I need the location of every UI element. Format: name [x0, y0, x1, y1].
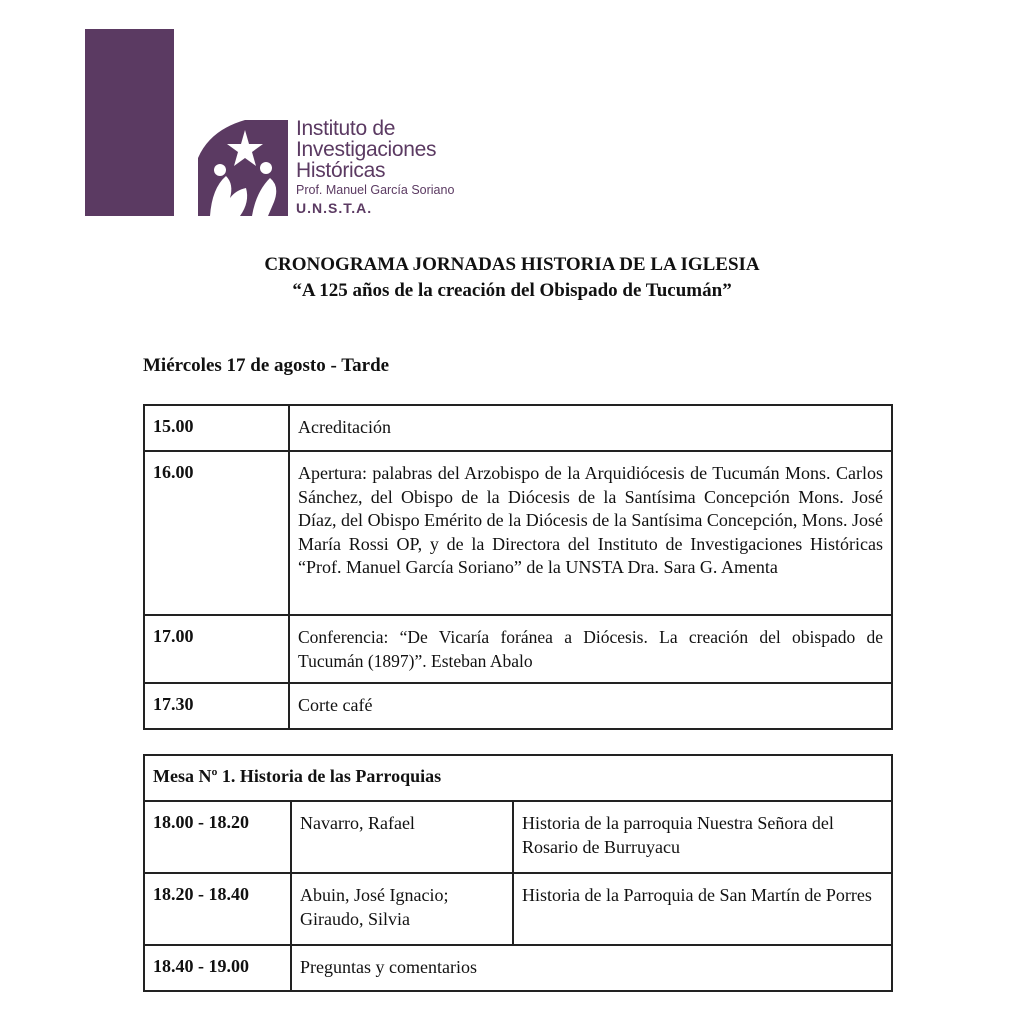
table-header-row — [144, 755, 892, 801]
table-row — [144, 801, 892, 873]
brand-bar — [85, 29, 174, 216]
time-cell: 15.00 — [144, 405, 289, 451]
logo-line-1: Instituto de — [296, 117, 396, 140]
time-cell: 18.40 - 19.00 — [144, 945, 291, 991]
topic-cell: Historia de la parroquia Nuestra Señora del Rosario de Burruyacu — [513, 801, 892, 873]
logo-line-2: Investigaciones — [296, 138, 437, 161]
schedule-table — [143, 404, 893, 730]
activity-cell: Apertura: palabras del Arzobispo de la Arquidiócesis de Tucumán Mons. Carlos Sánchez, del Obispo de la Diócesis de la Santísima Concepción Mons. José Díaz, del Obispo Emérito de la Diócesis de la Santísima Concepción, Mons. José María Rossi OP, y de la Directora del Instituto de Investigaciones Históricas “Prof. Manuel García Soriano” de la UNSTA Dra. Sara G. Amenta — [289, 451, 892, 615]
logo-institution: U.N.S.T.A. — [296, 200, 373, 216]
mesa-table — [143, 754, 893, 992]
topic-cell: Historia de la Parroquia de San Martín de Porres — [513, 873, 892, 945]
time-cell: 18.20 - 18.40 — [144, 873, 291, 945]
mesa-title: Mesa Nº 1. Historia de las Parroquias — [144, 755, 892, 801]
table-row — [144, 405, 892, 451]
table-row — [144, 683, 892, 729]
page-subtitle: “A 125 años de la creación del Obispado de Tucumán” — [292, 280, 732, 301]
activity-cell: Conferencia: “De Vicaría foránea a Diócesis. La creación del obispado de Tucumán (1897)”. Esteban Abalo — [289, 615, 892, 683]
time-cell: 17.00 — [144, 615, 289, 683]
institute-logo-text — [296, 118, 454, 217]
author-cell: Abuin, José Ignacio; Giraudo, Silvia — [291, 873, 513, 945]
activity-cell: Corte café — [289, 683, 892, 729]
logo-line-3: Históricas — [296, 159, 386, 182]
table-row — [144, 451, 892, 615]
table-row — [144, 945, 892, 991]
table-row — [144, 873, 892, 945]
time-cell: 18.00 - 18.20 — [144, 801, 291, 873]
page-title: CRONOGRAMA JORNADAS HISTORIA DE LA IGLESIA — [264, 254, 760, 275]
logo-subtitle: Prof. Manuel García Soriano — [296, 183, 455, 197]
day-heading: Miércoles 17 de agosto - Tarde — [143, 355, 390, 376]
time-cell: 16.00 — [144, 451, 289, 615]
time-cell: 17.30 — [144, 683, 289, 729]
author-cell: Navarro, Rafael — [291, 801, 513, 873]
activity-cell: Preguntas y comentarios — [291, 945, 892, 991]
document-title — [0, 252, 1024, 304]
institute-logo-icon — [190, 118, 288, 216]
table-row — [144, 615, 892, 683]
activity-cell: Acreditación — [289, 405, 892, 451]
